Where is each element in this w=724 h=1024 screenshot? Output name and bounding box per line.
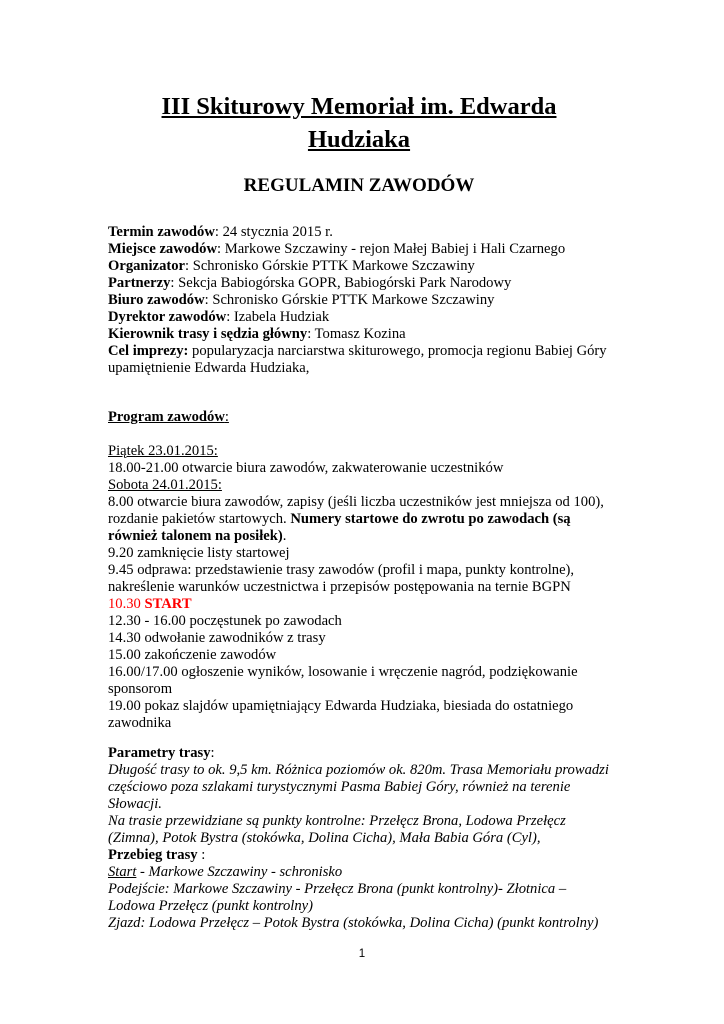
partnerzy-label: Partnerzy (108, 275, 171, 291)
partnerzy-value: : Sekcja Babiogórska GOPR, Babiogórski Park Narodowy (170, 275, 512, 291)
route-podejscie-cont: Lodowa Przełęcz (punkt kontrolny) (108, 898, 313, 914)
info-kierownik (108, 326, 406, 343)
friday-item: 18.00-21.00 otwarcie biura zawodów, zakwaterowanie uczestników (108, 460, 504, 476)
miejsce-value: : Markowe Szczawiny - rejon Małej Babiej i Hali Czarnego (217, 241, 566, 257)
route-start (108, 864, 342, 881)
sat-item-8-cont: sponsorom (108, 681, 173, 697)
sat-item-7: 15.00 zakończenie zawodów (108, 647, 277, 663)
przebieg-colon: : (197, 847, 206, 863)
sat-item-8: 16.00/17.00 ogłoszenie wyników, losowanie i wręczenie nagród, podziękowanie (108, 664, 578, 680)
info-partnerzy (108, 275, 511, 292)
sat-item-9-cont: zawodnika (108, 715, 172, 731)
sat-item-6: 14.30 odwołanie zawodników z trasy (108, 630, 326, 646)
route-desc-3: Słowacji. (108, 796, 162, 812)
info-miejsce (108, 241, 565, 258)
cel-label: Cel imprezy: (108, 343, 189, 359)
sat-item-1-cont2 (108, 528, 286, 545)
cel-value-line1: popularyzacja narciarstwa skiturowego, promocja regionu Babiej Góry (188, 343, 607, 359)
route-start-value: - Markowe Szczawiny - schronisko (136, 864, 343, 880)
route-desc-4: Na trasie przewidziane są punkty kontrolne: Przełęcz Brona, Lodowa Przełęcz (108, 813, 566, 829)
miejsce-label: Miejsce zawodów (108, 241, 218, 257)
route-desc-1: Długość trasy to ok. 9,5 km. Różnica poziomów ok. 820m. Trasa Memoriału prowadzi (108, 762, 609, 778)
organizator-label: Organizator (108, 258, 186, 274)
route-params-heading (108, 745, 215, 762)
sat-item-start (108, 596, 192, 613)
sat-item-3: 9.45 odprawa: przedstawienie trasy zawodów (profil i mapa, punkty kontrolne), (108, 562, 575, 578)
termin-label: Termin zawodów (108, 224, 215, 240)
termin-value: : 24 stycznia 2015 r. (214, 224, 333, 240)
dyrektor-label: Dyrektor zawodów (108, 309, 227, 325)
organizator-value: : Schronisko Górskie PTTK Markowe Szczawiny (185, 258, 475, 274)
dyrektor-value: : Izabela Hudziak (226, 309, 330, 325)
sat-item-1-cont (108, 511, 571, 528)
sat-item-3-cont: nakreślenie warunków uczestnictwa i przepisów postępowania na ternie BGPN (108, 579, 571, 595)
program-heading (108, 409, 229, 426)
sat-item-1-bold2: również talonem na posiłek) (108, 528, 283, 544)
przebieg-heading (108, 847, 205, 864)
info-biuro (108, 292, 494, 309)
sat-item-9: 19.00 pokaz slajdów upamiętniający Edwarda Hudziaka, biesiada do ostatniego (108, 698, 574, 714)
przebieg-label: Przebieg trasy (108, 847, 198, 863)
info-cel-cont: upamiętnienie Edwarda Hudziaka, (108, 360, 310, 376)
sat-item-1: 8.00 otwarcie biura zawodów, zapisy (jeśli liczba uczestników jest mniejsza od 100), (108, 494, 604, 510)
biuro-label: Biuro zawodów (108, 292, 205, 308)
info-dyrektor (108, 309, 329, 326)
kierownik-label: Kierownik trasy i sędzia główny (108, 326, 308, 342)
title-line-1: III Skiturowy Memoriał im. Edwarda (161, 93, 557, 120)
route-zjazd: Zjazd: Lodowa Przełęcz – Potok Bystra (stokówka, Dolina Cicha) (punkt kontrolny) (108, 915, 599, 931)
document-title (108, 90, 610, 156)
kierownik-value: : Tomasz Kozina (307, 326, 406, 342)
program-heading-text: Program zawodów (108, 409, 225, 425)
sat-item-1-bold: Numery startowe do zwrotu po zawodach (są (290, 511, 571, 527)
sat-item-5: 12.30 - 16.00 poczęstunek po zawodach (108, 613, 342, 629)
start-time: 10.30 (108, 596, 145, 612)
sat-item-1-end: . (282, 528, 287, 544)
sat-item-1-plain: rozdanie pakietów startowych. (108, 511, 291, 527)
saturday-label: Sobota 24.01.2015: (108, 477, 222, 493)
program-heading-colon: : (224, 409, 229, 425)
friday-label: Piątek 23.01.2015: (108, 443, 218, 459)
biuro-value: : Schronisko Górskie PTTK Markowe Szczawiny (204, 292, 495, 308)
params-colon: : (210, 745, 215, 761)
route-desc-2: częściowo poza szlakami turystycznymi Pasma Babiej Góry, również na terenie (108, 779, 571, 795)
info-termin (108, 224, 333, 241)
start-word: START (144, 596, 192, 612)
route-start-label: Start (108, 864, 137, 880)
page-number: 1 (358, 948, 366, 960)
info-cel (108, 343, 607, 360)
sat-item-2: 9.20 zamknięcie listy startowej (108, 545, 290, 561)
title-line-2: Hudziaka (307, 126, 411, 153)
params-label: Parametry trasy (108, 745, 211, 761)
route-podejscie: Podejście: Markowe Szczawiny - Przełęcz Brona (punkt kontrolny)- Złotnica – (108, 881, 567, 897)
route-desc-5: (Zimna), Potok Bystra (stokówka, Dolina Cicha), Mała Babia Góra (Cyl), (108, 830, 541, 846)
info-organizator (108, 258, 475, 275)
document-subtitle: REGULAMIN ZAWODÓW (243, 175, 475, 196)
